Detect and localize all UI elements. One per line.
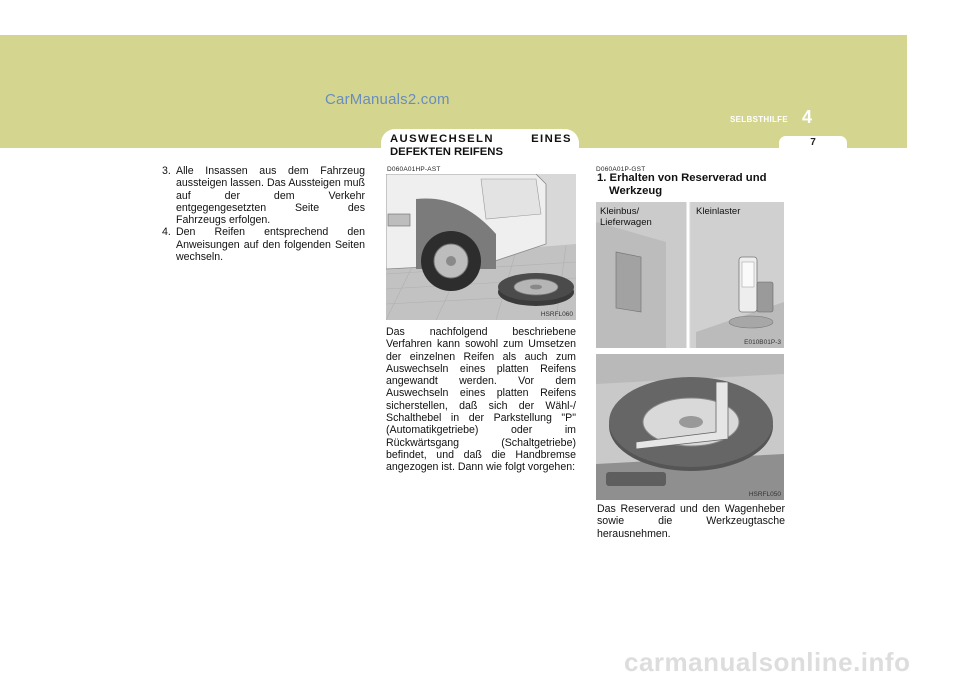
subsection-heading-line1: 1. Erhalten von Reserverad und <box>597 172 767 184</box>
tire-image-code: HSRFL060 <box>540 311 573 318</box>
step-text: Den Reifen entsprechend den Anweisungen auf den folgenden Seiten wechseln. <box>176 226 365 264</box>
section-heading-word: AUSWECHSELN <box>390 133 494 145</box>
section-heading-line2: DEFEKTEN REIFENS <box>390 146 503 158</box>
middle-body-text: Das nachfolgend beschriebene Verfahren kann sowohl zum Umsetzen der einzelnen Reifen als auch zum Auswechseln eines platten Reifens angewandt werden. Vor dem Auswechseln eines platten Reifens sicherstellen, daß sich der Wähl-/ Schalthebel in der Parkstellung "P" (Automatikgetriebe) oder im Rückwärtsgang (Schaltgetriebe) befindet, und daß die Handbremse angezogen ist. Dann wie folgt vorgehen: <box>386 326 576 474</box>
section-heading-line1 <box>390 133 572 146</box>
watermark-bottom[interactable]: carmanualsonline.info <box>624 647 911 677</box>
section-heading-word: EINES <box>531 133 572 145</box>
right-body-text: Das Reserverad und den Wagenheber sowie die Werkzeugtasche herausnehmen. <box>597 503 785 540</box>
tire-change-drawing <box>386 174 576 320</box>
section-heading <box>390 133 572 159</box>
spare-location-illustration <box>596 202 784 348</box>
tire-change-illustration <box>386 174 576 320</box>
image-label-line: Kleinbus/ <box>600 206 640 217</box>
right-doc-code: D060A01P-GST <box>596 166 646 173</box>
page-number: 7 <box>810 137 816 148</box>
step-list <box>162 165 365 263</box>
spare-tire-image-code: HSRFL050 <box>748 491 781 498</box>
step-number: 3. <box>162 165 171 177</box>
section-number: 4 <box>801 107 812 127</box>
subsection-heading-line2: Werkzeug <box>609 185 663 197</box>
middle-doc-code: D060A01HP-AST <box>387 166 441 173</box>
spare-tire-illustration <box>596 354 784 500</box>
left-column <box>162 165 365 263</box>
step-text: Alle Insassen aus dem Fahrzeug aussteigen lassen. Das Aussteigen muß auf der dem Verkehr entgegengesetzten Seite des Fahrzeugs erfolgen. <box>176 165 365 227</box>
image-label-line: Lieferwagen <box>600 216 652 228</box>
spare-location-image-code: E010B01P-3 <box>744 339 781 346</box>
image-label-truck: Kleinlaster <box>696 206 741 217</box>
image-label-minibus <box>600 207 652 228</box>
step-item <box>162 165 365 226</box>
section-label: SELBSTHILFE <box>730 115 788 124</box>
step-number: 4. <box>162 226 171 239</box>
watermark-top[interactable]: CarManuals2.com <box>325 91 450 108</box>
spare-tire-drawing <box>596 354 784 500</box>
step-item <box>162 226 365 263</box>
subsection-heading <box>597 172 787 198</box>
